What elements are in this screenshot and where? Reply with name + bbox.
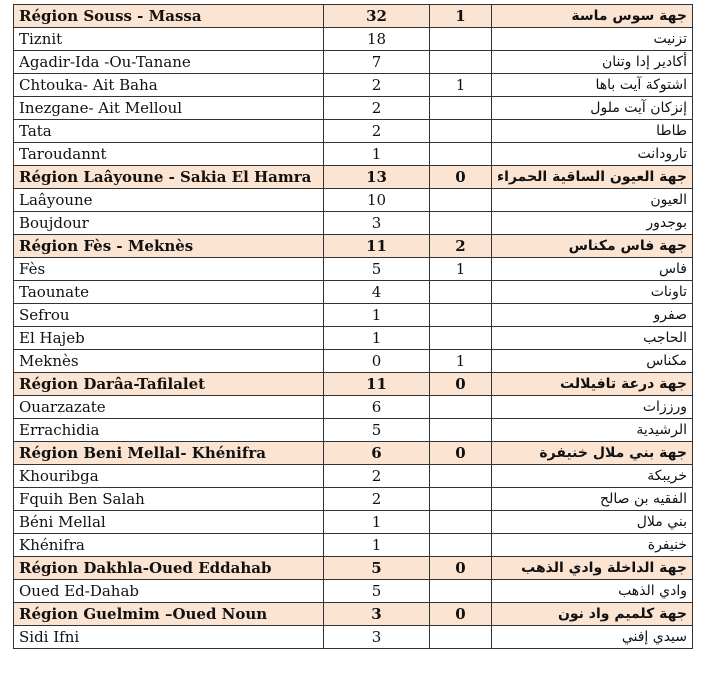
region-total: 11 (324, 235, 430, 258)
province-name-fr: Agadir-Ida -Ou-Tanane (14, 51, 324, 74)
region-total: 5 (324, 557, 430, 580)
region-name-ar: جهة فاس مكناس (492, 235, 693, 258)
province-second-count (430, 97, 492, 120)
province-name-fr: El Hajeb (14, 327, 324, 350)
region-second-count: 2 (430, 235, 492, 258)
region-row (14, 5, 693, 28)
province-name-ar: سيدي إفني (492, 626, 693, 649)
province-name-ar: فاس (492, 258, 693, 281)
region-second-count: 1 (430, 5, 492, 28)
region-row (14, 166, 693, 189)
province-name-ar: مكناس (492, 350, 693, 373)
province-name-fr: Laâyoune (14, 189, 324, 212)
province-row (14, 488, 693, 511)
province-count: 1 (324, 143, 430, 166)
province-count: 2 (324, 465, 430, 488)
province-row (14, 534, 693, 557)
region-name-ar: جهة كلميم واد نون (492, 603, 693, 626)
province-row (14, 327, 693, 350)
province-name-ar: صفرو (492, 304, 693, 327)
region-total: 3 (324, 603, 430, 626)
province-second-count (430, 465, 492, 488)
province-second-count (430, 580, 492, 603)
province-count: 1 (324, 511, 430, 534)
province-name-fr: Chtouka- Ait Baha (14, 74, 324, 97)
province-row (14, 97, 693, 120)
province-row (14, 281, 693, 304)
province-count: 5 (324, 580, 430, 603)
province-name-ar: تارودانت (492, 143, 693, 166)
province-count: 6 (324, 396, 430, 419)
region-row (14, 442, 693, 465)
region-name-ar: جهة بني ملال خنيفرة (492, 442, 693, 465)
province-row (14, 189, 693, 212)
region-row (14, 373, 693, 396)
province-count: 1 (324, 534, 430, 557)
province-name-ar: وادي الذهب (492, 580, 693, 603)
region-name-fr: Région Guelmim –Oued Noun (14, 603, 324, 626)
region-second-count: 0 (430, 603, 492, 626)
province-count: 10 (324, 189, 430, 212)
region-total: 32 (324, 5, 430, 28)
province-row (14, 511, 693, 534)
province-row (14, 258, 693, 281)
province-row (14, 626, 693, 649)
region-second-count: 0 (430, 442, 492, 465)
province-row (14, 580, 693, 603)
province-name-fr: Inezgane- Ait Melloul (14, 97, 324, 120)
province-count: 2 (324, 97, 430, 120)
province-second-count (430, 304, 492, 327)
province-name-fr: Oued Ed-Dahab (14, 580, 324, 603)
province-second-count (430, 120, 492, 143)
province-row (14, 51, 693, 74)
province-second-count (430, 143, 492, 166)
province-second-count (430, 28, 492, 51)
province-count: 3 (324, 626, 430, 649)
province-name-ar: اشتوكة آيت باها (492, 74, 693, 97)
province-second-count: 1 (430, 350, 492, 373)
province-name-fr: Taroudannt (14, 143, 324, 166)
province-count: 5 (324, 258, 430, 281)
province-count: 2 (324, 488, 430, 511)
province-name-ar: تاونات (492, 281, 693, 304)
region-total: 6 (324, 442, 430, 465)
province-name-fr: Ouarzazate (14, 396, 324, 419)
region-second-count: 0 (430, 166, 492, 189)
province-row (14, 350, 693, 373)
province-row (14, 419, 693, 442)
province-name-ar: خريبكة (492, 465, 693, 488)
province-count: 2 (324, 120, 430, 143)
province-name-ar: تزنيت (492, 28, 693, 51)
regions-table (13, 4, 693, 649)
region-second-count: 0 (430, 557, 492, 580)
province-name-fr: Khouribga (14, 465, 324, 488)
region-name-fr: Région Darâa-Tafilalet (14, 373, 324, 396)
province-name-fr: Fquih Ben Salah (14, 488, 324, 511)
region-row (14, 557, 693, 580)
province-name-ar: الحاجب (492, 327, 693, 350)
province-row (14, 28, 693, 51)
province-name-ar: أكادير إدا وتنان (492, 51, 693, 74)
province-second-count (430, 626, 492, 649)
province-name-fr: Errachidia (14, 419, 324, 442)
region-name-fr: Région Dakhla-Oued Eddahab (14, 557, 324, 580)
province-name-fr: Tata (14, 120, 324, 143)
province-row (14, 212, 693, 235)
region-name-ar: جهة العيون الساقية الحمراء (492, 166, 693, 189)
province-row (14, 120, 693, 143)
province-name-ar: خنيفرة (492, 534, 693, 557)
province-second-count (430, 327, 492, 350)
province-name-ar: بني ملال (492, 511, 693, 534)
province-second-count (430, 419, 492, 442)
province-second-count (430, 51, 492, 74)
province-second-count: 1 (430, 258, 492, 281)
province-name-fr: Khénifra (14, 534, 324, 557)
province-name-ar: العيون (492, 189, 693, 212)
province-count: 0 (324, 350, 430, 373)
province-count: 1 (324, 327, 430, 350)
province-name-fr: Sefrou (14, 304, 324, 327)
region-name-fr: Région Souss - Massa (14, 5, 324, 28)
region-second-count: 0 (430, 373, 492, 396)
province-name-ar: طاطا (492, 120, 693, 143)
region-name-ar: جهة درعة تافيلالت (492, 373, 693, 396)
province-second-count (430, 396, 492, 419)
province-second-count (430, 281, 492, 304)
province-name-fr: Boujdour (14, 212, 324, 235)
province-name-ar: بوجدور (492, 212, 693, 235)
province-count: 5 (324, 419, 430, 442)
province-name-fr: Béni Mellal (14, 511, 324, 534)
province-row (14, 396, 693, 419)
region-row (14, 603, 693, 626)
province-row (14, 143, 693, 166)
region-total: 13 (324, 166, 430, 189)
province-second-count (430, 488, 492, 511)
province-name-ar: ورززات (492, 396, 693, 419)
province-name-fr: Taounate (14, 281, 324, 304)
region-row (14, 235, 693, 258)
province-count: 3 (324, 212, 430, 235)
province-second-count: 1 (430, 74, 492, 97)
province-name-fr: Tiznit (14, 28, 324, 51)
province-row (14, 304, 693, 327)
province-name-ar: الرشيدية (492, 419, 693, 442)
region-name-ar: جهة الداخلة وادي الذهب (492, 557, 693, 580)
province-second-count (430, 212, 492, 235)
province-count: 4 (324, 281, 430, 304)
province-count: 1 (324, 304, 430, 327)
province-name-fr: Fès (14, 258, 324, 281)
province-name-fr: Sidi Ifni (14, 626, 324, 649)
province-name-fr: Meknès (14, 350, 324, 373)
province-name-ar: إنزكان آيت ملول (492, 97, 693, 120)
region-total: 11 (324, 373, 430, 396)
region-name-fr: Région Beni Mellal- Khénifra (14, 442, 324, 465)
province-count: 18 (324, 28, 430, 51)
province-second-count (430, 511, 492, 534)
province-count: 7 (324, 51, 430, 74)
province-second-count (430, 534, 492, 557)
province-count: 2 (324, 74, 430, 97)
province-second-count (430, 189, 492, 212)
region-name-fr: Région Fès - Meknès (14, 235, 324, 258)
province-name-ar: الفقيه بن صالح (492, 488, 693, 511)
province-row (14, 74, 693, 97)
province-row (14, 465, 693, 488)
region-name-ar: جهة سوس ماسة (492, 5, 693, 28)
region-name-fr: Région Laâyoune - Sakia El Hamra (14, 166, 324, 189)
